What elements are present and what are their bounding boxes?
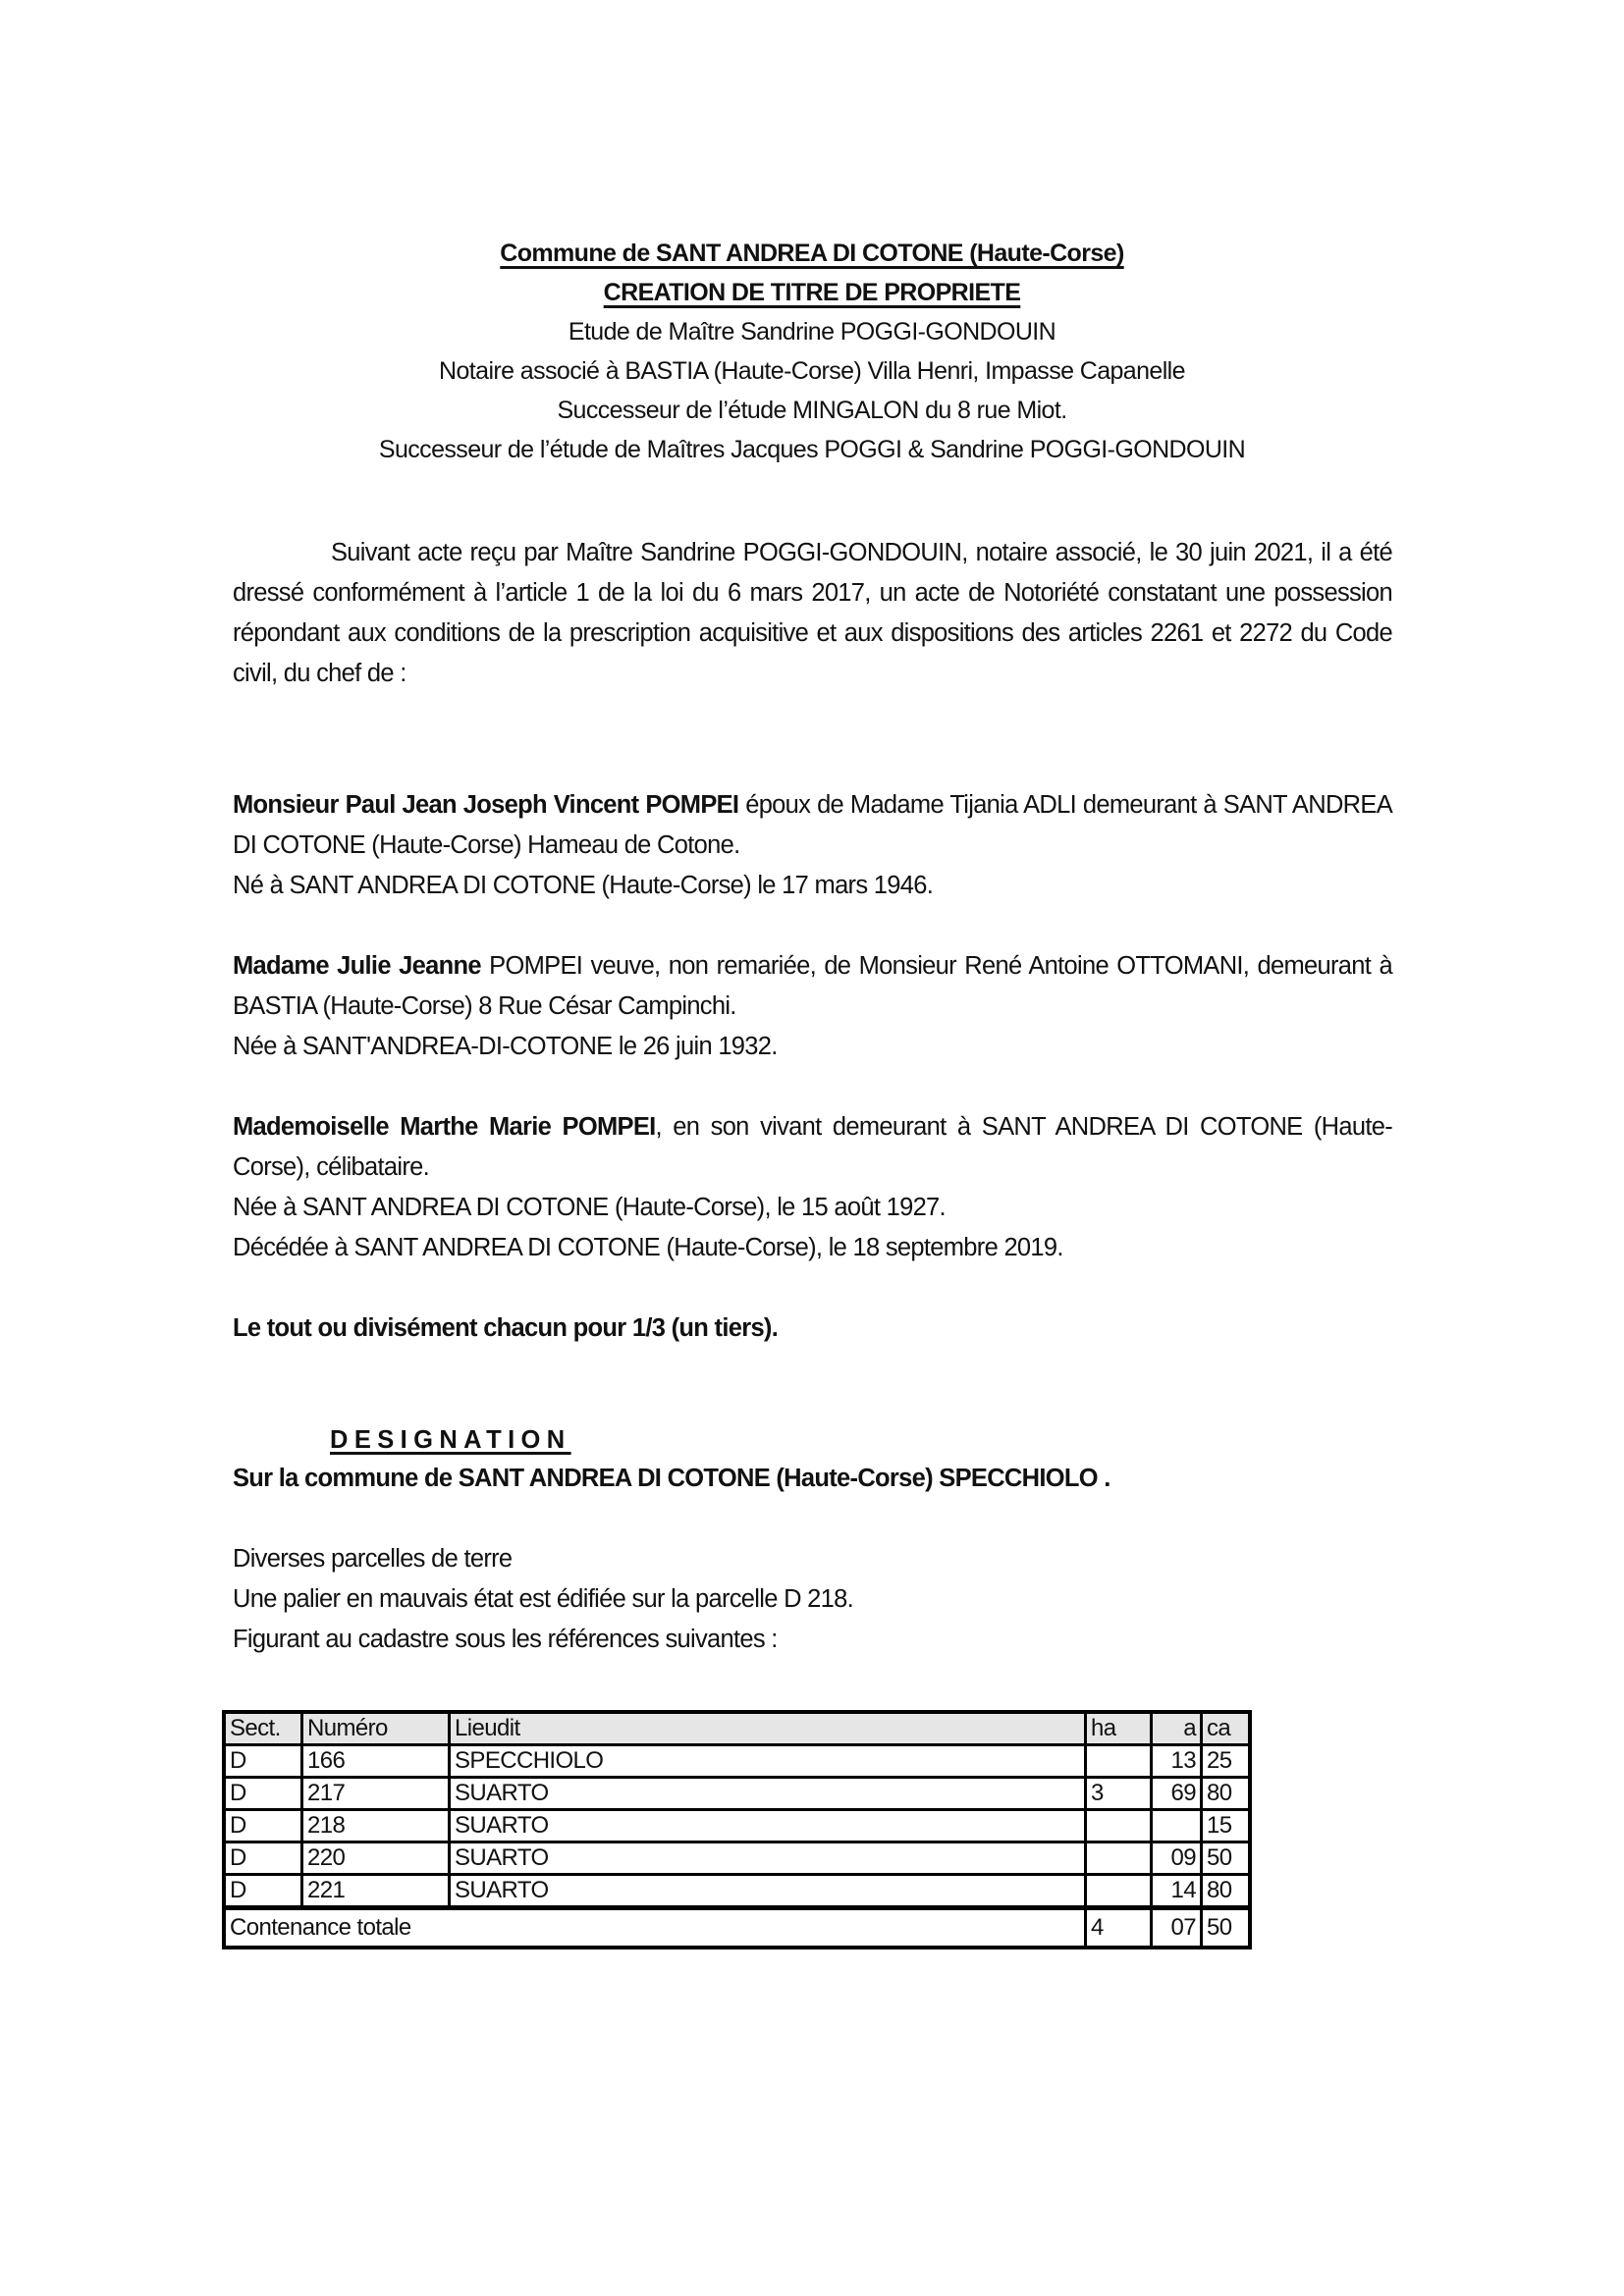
intro-text: Suivant acte reçu par Maître Sandrine POGGI-GONDOUIN, notaire associé, le 30 juin 2021, il a été dressé conformément à l’article 1 de la loi du 6 mars 2017, un acte de Notoriété constatant une possession répondant aux conditions de la prescription acquisitive et aux dispositions des articles 2261 et 2272 du Code civil, du chef de : xyxy=(233,539,1392,687)
cell-ca: 80 xyxy=(1202,1875,1251,1908)
person-block-1 xyxy=(233,785,1392,906)
cell-lieudit: SUARTO xyxy=(450,1778,1086,1810)
cell-numero: 166 xyxy=(302,1745,450,1778)
header-numero: Numéro xyxy=(302,1712,450,1745)
person-2-details: POMPEI veuve, non remariée, de Monsieur René Antoine OTTOMANI, demeurant à BASTIA (Haute-Corse) 8 Rue César Campinchi. xyxy=(233,952,1392,1020)
cell-sect: D xyxy=(224,1810,302,1842)
total-ca: 50 xyxy=(1202,1908,1251,1949)
cell-a: 69 xyxy=(1152,1778,1202,1810)
cell-ca: 50 xyxy=(1202,1842,1251,1875)
cadastre-table xyxy=(222,1710,1252,1949)
cell-ha xyxy=(1086,1842,1152,1875)
notary-address-line: Notaire associé à BASTIA (Haute-Corse) Villa Henri, Impasse Capanelle xyxy=(439,357,1185,385)
cell-ca: 25 xyxy=(1202,1745,1251,1778)
cell-ha xyxy=(1086,1875,1152,1908)
description-line-1: Diverses parcelles de terre xyxy=(233,1545,513,1573)
cell-sect: D xyxy=(224,1842,302,1875)
header-a: a xyxy=(1152,1712,1202,1745)
cell-sect: D xyxy=(224,1875,302,1908)
person-2-identity xyxy=(233,946,1392,1027)
description-line-2: Une palier en mauvais état est édifiée sur la parcelle D 218. xyxy=(233,1585,854,1613)
commune-title: Commune de SANT ANDREA DI COTONE (Haute-Corse) xyxy=(500,240,1124,267)
total-label: Contenance totale xyxy=(224,1908,1086,1949)
cell-ha xyxy=(1086,1810,1152,1842)
table-row xyxy=(224,1810,1250,1842)
designation-commune-block xyxy=(233,1459,1392,1499)
table-row xyxy=(224,1745,1250,1778)
header-sect: Sect. xyxy=(224,1712,302,1745)
header-ca: ca xyxy=(1202,1712,1251,1745)
person-1-details: époux de Madame Tijania ADLI demeurant à SANT ANDREA DI COTONE (Haute-Corse) Hameau de Cotone. xyxy=(233,791,1392,859)
cell-a: 09 xyxy=(1152,1842,1202,1875)
cell-lieudit: SUARTO xyxy=(450,1810,1086,1842)
cell-numero: 217 xyxy=(302,1778,450,1810)
cell-numero: 220 xyxy=(302,1842,450,1875)
cell-ca: 15 xyxy=(1202,1810,1251,1842)
intro-paragraph xyxy=(233,533,1392,694)
successor-line-1: Successeur de l’étude MINGALON du 8 rue Miot. xyxy=(557,397,1067,424)
successor-line-2: Successeur de l’étude de Maîtres Jacques POGGI & Sandrine POGGI-GONDOUIN xyxy=(378,436,1246,463)
person-2-name: Madame Julie Jeanne xyxy=(233,952,481,980)
person-block-2 xyxy=(233,946,1392,1067)
designation-description xyxy=(233,1539,1392,1660)
cell-lieudit: SUARTO xyxy=(450,1875,1086,1908)
total-ha: 4 xyxy=(1086,1908,1152,1949)
person-3-name: Mademoiselle Marthe Marie POMPEI xyxy=(233,1113,656,1141)
person-1-birth: Né à SANT ANDREA DI COTONE (Haute-Corse) le 17 mars 1946. xyxy=(233,872,934,899)
cell-ca: 80 xyxy=(1202,1778,1251,1810)
header-lieudit: Lieudit xyxy=(450,1712,1086,1745)
person-block-3 xyxy=(233,1107,1392,1268)
cell-ha xyxy=(1086,1745,1152,1778)
designation-heading: DESIGNATION xyxy=(330,1426,571,1454)
cell-numero: 218 xyxy=(302,1810,450,1842)
document-title: CREATION DE TITRE DE PROPRIETE xyxy=(603,279,1021,306)
total-a: 07 xyxy=(1152,1908,1202,1949)
share-statement-block xyxy=(233,1308,1392,1349)
notary-study-line: Etude de Maître Sandrine POGGI-GONDOUIN xyxy=(568,318,1056,346)
person-3-details: , en son vivant demeurant à SANT ANDREA DI COTONE (Haute-Corse), célibataire. xyxy=(233,1113,1392,1181)
person-3-birth: Née à SANT ANDREA DI COTONE (Haute-Corse), le 15 août 1927. xyxy=(233,1194,946,1221)
person-1-name: Monsieur Paul Jean Joseph Vincent POMPEI xyxy=(233,791,739,819)
person-1-identity xyxy=(233,785,1392,866)
table-row xyxy=(224,1778,1250,1810)
person-2-birth: Née à SANT'ANDREA-DI-COTONE le 26 juin 1932. xyxy=(233,1033,778,1060)
cell-a: 13 xyxy=(1152,1745,1202,1778)
table-header-row xyxy=(224,1712,1250,1745)
table-row xyxy=(224,1875,1250,1908)
cell-sect: D xyxy=(224,1778,302,1810)
description-line-3: Figurant au cadastre sous les références suivantes : xyxy=(233,1626,778,1653)
table-total-row xyxy=(224,1908,1250,1949)
person-3-death: Décédée à SANT ANDREA DI COTONE (Haute-Corse), le 18 septembre 2019. xyxy=(233,1234,1063,1261)
cell-numero: 221 xyxy=(302,1875,450,1908)
cell-a: 14 xyxy=(1152,1875,1202,1908)
header-ha: ha xyxy=(1086,1712,1152,1745)
share-statement: Le tout ou divisément chacun pour 1/3 (un tiers). xyxy=(233,1314,779,1342)
cell-a xyxy=(1152,1810,1202,1842)
cell-lieudit: SPECCHIOLO xyxy=(450,1745,1086,1778)
cell-sect: D xyxy=(224,1745,302,1778)
cell-lieudit: SUARTO xyxy=(450,1842,1086,1875)
document-header xyxy=(0,234,1624,469)
table-row xyxy=(224,1842,1250,1875)
cell-ha: 3 xyxy=(1086,1778,1152,1810)
designation-commune-line: Sur la commune de SANT ANDREA DI COTONE (Haute-Corse) SPECCHIOLO . xyxy=(233,1465,1110,1492)
person-3-identity xyxy=(233,1107,1392,1188)
